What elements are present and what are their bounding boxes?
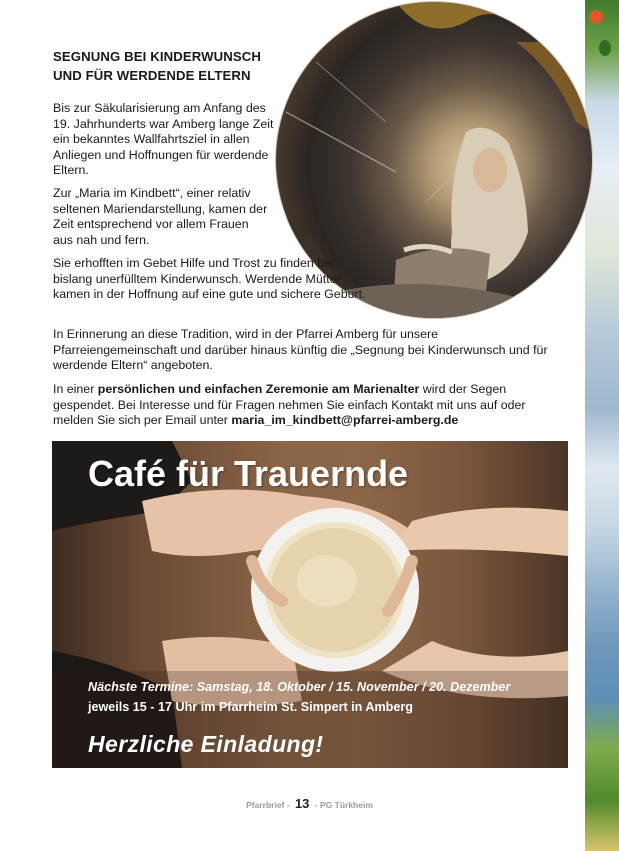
article-paragraph: Bis zur Säkularisierung am Anfang des 19. Jahrhunderts war Amberg lange Zeit ein bekanntes Wallfahrtsziel in allen Anliegen und Hoffnungen für werdende Eltern. (53, 101, 274, 178)
article-paragraph: Zur „Maria im Kindbett“, einer relativ seltenen Mariendarstellung, kamen der Zeit entsprechend vor allem Frauen aus nah und fern. (53, 186, 268, 247)
decorative-fleck (599, 40, 611, 56)
text-span: In einer (53, 382, 98, 396)
heading-line: SEGNUNG BEI KINDERWUNSCH (53, 49, 262, 64)
decorative-fleck (589, 10, 603, 24)
article-paragraph-contact (53, 382, 563, 429)
article-paragraph: Sie erhofften im Gebet Hilfe und Trost zu finden bei bislang unerfülltem Kinderwunsch. Werdende Mütter kamen in der Hoffnung auf eine gute und sichere Geburt. (53, 256, 366, 302)
text-span: wird der Segen gespendet. Bei Interesse und für Fragen nehmen Sie einfach Kontakt mit uns auf oder melden Sie sich per Email unter (53, 382, 526, 428)
page-number: 13 (294, 796, 310, 811)
cafe-dates: Nächste Termine: Samstag, 18. Oktober / 15. November / 20. Dezember (88, 680, 511, 694)
heading-line: UND FÜR WERDENDE ELTERN (53, 67, 251, 83)
decorative-side-strip (585, 0, 619, 851)
cafe-title: Café für Trauernde (88, 453, 409, 494)
footer-publisher: - PG Türkheim (314, 800, 373, 810)
article-heading (53, 48, 303, 85)
cafe-announcement-banner (52, 441, 568, 768)
footer-label: Pfarrbrief - (246, 800, 290, 810)
cafe-invitation: Herzliche Einladung! (88, 731, 324, 757)
ceremony-highlight: persönlichen und einfachen Zeremonie am Marienalter (97, 382, 420, 396)
contact-email: maria_im_kindbett@pfarrei-amberg.de (231, 413, 459, 428)
article-paragraph: In Erinnerung an diese Tradition, wird in der Pfarrei Amberg für unsere Pfarreiengemeinschaft und darüber hinaus künftig die „Segnung bei Kinderwunsch und für werdende Eltern“ angeboten. (53, 327, 548, 373)
page-footer (0, 796, 619, 811)
cafe-time: jeweils 15 - 17 Uhr im Pfarrheim St. Simpert in Amberg (88, 700, 413, 714)
